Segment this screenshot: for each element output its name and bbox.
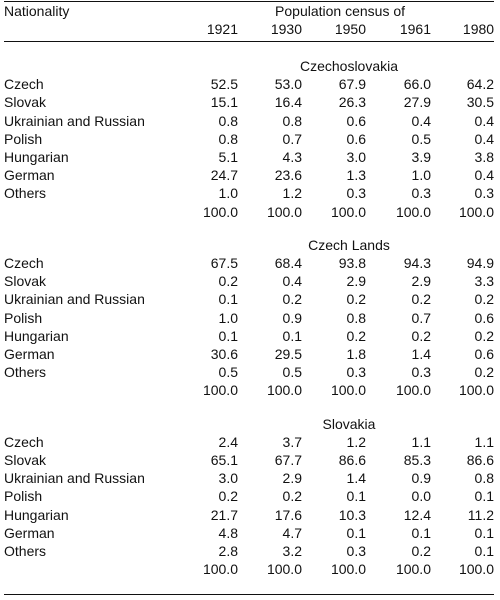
value-cell: 15.1 — [210, 94, 238, 111]
value-cell: 0.7 — [282, 130, 302, 147]
value-cell: 1.2 — [282, 185, 302, 202]
value-cell: 52.5 — [210, 76, 238, 93]
table-row — [4, 524, 494, 542]
total-label-blank — [4, 560, 176, 578]
value-cell: 0.3 — [346, 185, 366, 202]
row-label: German — [4, 167, 55, 184]
value-cell: 0.3 — [346, 543, 366, 560]
total-label-blank — [4, 381, 176, 399]
table-row — [4, 272, 494, 290]
value-cell: 0.5 — [282, 364, 302, 381]
row-label: Czech — [4, 76, 44, 93]
table-row — [4, 506, 494, 524]
total-cell: 100.0 — [458, 203, 494, 220]
value-cell: 2.9 — [411, 273, 431, 290]
value-cell: 1.4 — [346, 470, 366, 487]
value-cell: 0.5 — [218, 364, 238, 381]
section-title-blank — [4, 236, 176, 254]
value-cell: 0.4 — [474, 130, 494, 147]
value-cell: 86.6 — [466, 452, 494, 469]
section-spacer — [4, 221, 494, 236]
value-cell: 0.4 — [474, 167, 494, 184]
value-cell: 0.1 — [474, 524, 494, 541]
census-data-table — [4, 42, 494, 578]
value-cell: 0.2 — [474, 327, 494, 344]
value-cell: 0.6 — [346, 112, 366, 129]
value-cell: 1.0 — [411, 167, 431, 184]
table-row — [4, 309, 494, 327]
value-cell: 4.7 — [282, 524, 302, 541]
row-label: Others — [4, 185, 47, 202]
total-row — [4, 203, 494, 221]
total-cell: 100.0 — [395, 382, 431, 399]
section-title: Slovakia — [322, 415, 376, 432]
section-spacer — [4, 400, 494, 415]
row-label: Polish — [4, 309, 43, 326]
header-row-1 — [4, 2, 494, 20]
total-row — [4, 560, 494, 578]
value-cell: 66.0 — [403, 76, 431, 93]
value-cell: 12.4 — [403, 506, 431, 523]
total-cell: 100.0 — [202, 382, 238, 399]
value-cell: 64.2 — [466, 76, 494, 93]
value-cell: 0.1 — [218, 291, 238, 308]
value-cell: 3.8 — [474, 149, 494, 166]
value-cell: 24.7 — [210, 167, 238, 184]
row-label: Czech — [4, 433, 44, 450]
value-cell: 0.3 — [411, 185, 431, 202]
section-title-blank — [4, 57, 176, 75]
row-label: Others — [4, 364, 47, 381]
value-cell: 94.9 — [466, 255, 494, 272]
row-label: German — [4, 524, 55, 541]
section-title: Czech Lands — [308, 236, 390, 253]
value-cell: 0.9 — [282, 309, 302, 326]
value-cell: 3.9 — [411, 149, 431, 166]
value-cell: 0.1 — [218, 327, 238, 344]
value-cell: 4.8 — [218, 524, 238, 541]
total-cell: 100.0 — [395, 561, 431, 578]
value-cell: 0.1 — [346, 488, 366, 505]
table-rows — [4, 2, 494, 38]
value-cell: 0.4 — [282, 273, 302, 290]
row-label: Slovak — [4, 452, 47, 469]
value-cell: 0.8 — [474, 470, 494, 487]
value-cell: 93.8 — [338, 255, 366, 272]
census-table — [4, 0, 494, 578]
value-cell: 86.6 — [338, 452, 366, 469]
value-cell: 3.3 — [474, 273, 494, 290]
value-cell: 0.8 — [218, 112, 238, 129]
row-label: Polish — [4, 488, 43, 505]
value-cell: 0.9 — [411, 470, 431, 487]
row-label: Hungarian — [4, 506, 69, 523]
value-cell: 0.3 — [346, 364, 366, 381]
year-header: 1930 — [270, 21, 302, 37]
value-cell: 1.0 — [218, 309, 238, 326]
section-spacer — [4, 42, 494, 57]
value-cell: 0.6 — [346, 130, 366, 147]
value-cell: 0.0 — [411, 488, 431, 505]
value-cell: 3.0 — [346, 149, 366, 166]
table-row — [4, 363, 494, 381]
total-label-blank — [4, 203, 176, 221]
value-cell: 0.1 — [346, 524, 366, 541]
value-cell: 27.9 — [403, 94, 431, 111]
table-row — [4, 184, 494, 202]
value-cell: 1.0 — [218, 185, 238, 202]
value-cell: 5.1 — [218, 149, 238, 166]
value-cell: 67.5 — [210, 255, 238, 272]
spacer-cell — [4, 42, 494, 57]
value-cell: 10.3 — [338, 506, 366, 523]
section-title: Czechoslovakia — [299, 58, 399, 74]
value-cell: 67.7 — [274, 452, 302, 469]
year-header: 1921 — [206, 21, 238, 37]
row-label: Hungarian — [4, 327, 69, 344]
table-row — [4, 112, 494, 130]
bottom-rule — [4, 594, 494, 595]
total-cell: 100.0 — [330, 382, 366, 399]
total-cell: 100.0 — [458, 382, 494, 399]
value-cell: 53.0 — [274, 76, 302, 93]
table-row — [4, 290, 494, 308]
value-cell: 0.6 — [474, 346, 494, 363]
value-cell: 0.2 — [218, 488, 238, 505]
value-cell: 0.1 — [474, 543, 494, 560]
row-label: Ukrainian and Russian — [4, 470, 145, 487]
value-cell: 0.4 — [474, 112, 494, 129]
header-row-years — [4, 20, 494, 38]
total-cell: 100.0 — [330, 561, 366, 578]
table-row — [4, 487, 494, 505]
value-cell: 68.4 — [274, 255, 302, 272]
value-cell: 30.6 — [210, 346, 238, 363]
value-cell: 1.3 — [346, 167, 366, 184]
row-label: Ukrainian and Russian — [4, 112, 145, 129]
value-cell: 1.4 — [411, 346, 431, 363]
value-cell: 0.5 — [411, 130, 431, 147]
total-cell: 100.0 — [202, 203, 238, 220]
year-header: 1950 — [334, 21, 366, 37]
year-header: 1961 — [399, 21, 431, 37]
table-row — [4, 327, 494, 345]
value-cell: 17.6 — [274, 506, 302, 523]
row-label: Slovak — [4, 273, 47, 290]
value-cell: 2.4 — [218, 433, 238, 450]
value-cell: 0.2 — [346, 327, 366, 344]
year-header-blank — [4, 20, 176, 38]
value-cell: 0.2 — [411, 291, 431, 308]
census-table-body — [4, 2, 494, 38]
row-label: Ukrainian and Russian — [4, 291, 145, 308]
value-cell: 4.3 — [282, 149, 302, 166]
value-cell: 0.7 — [411, 309, 431, 326]
nationality-header: Nationality — [4, 3, 70, 19]
total-cell: 100.0 — [266, 561, 302, 578]
value-cell: 1.1 — [411, 433, 431, 450]
total-cell: 100.0 — [202, 561, 238, 578]
value-cell: 0.3 — [474, 185, 494, 202]
value-cell: 85.3 — [403, 452, 431, 469]
row-label: Hungarian — [4, 149, 69, 166]
table-row — [4, 130, 494, 148]
value-cell: 0.2 — [282, 488, 302, 505]
value-cell: 2.8 — [218, 543, 238, 560]
value-cell: 94.3 — [403, 255, 431, 272]
spacer-cell — [4, 221, 494, 236]
value-cell: 0.1 — [411, 524, 431, 541]
value-cell: 0.3 — [411, 364, 431, 381]
spacer-cell — [4, 400, 494, 415]
value-cell: 16.4 — [274, 94, 302, 111]
value-cell: 2.9 — [282, 470, 302, 487]
year-header: 1980 — [462, 21, 495, 37]
value-cell: 30.5 — [466, 94, 494, 111]
value-cell: 0.2 — [346, 291, 366, 308]
table-row — [4, 254, 494, 272]
value-cell: 0.1 — [282, 327, 302, 344]
row-label: Polish — [4, 130, 43, 147]
section-title-row — [4, 236, 494, 254]
value-cell: 0.2 — [411, 327, 431, 344]
value-cell: 0.8 — [218, 130, 238, 147]
total-cell: 100.0 — [330, 203, 366, 220]
value-cell: 1.2 — [346, 433, 366, 450]
total-cell: 100.0 — [458, 561, 494, 578]
table-row — [4, 451, 494, 469]
value-cell: 0.1 — [474, 488, 494, 505]
value-cell: 65.1 — [210, 452, 238, 469]
value-cell: 0.8 — [282, 112, 302, 129]
value-cell: 0.4 — [411, 112, 431, 129]
value-cell: 2.9 — [346, 273, 366, 290]
value-cell: 11.2 — [467, 506, 494, 523]
value-cell: 0.8 — [346, 309, 366, 326]
table-row — [4, 345, 494, 363]
row-label: Czech — [4, 255, 44, 272]
total-cell: 100.0 — [395, 203, 431, 220]
table-row — [4, 93, 494, 111]
value-cell: 0.2 — [282, 291, 302, 308]
data-rows — [4, 42, 494, 578]
total-row — [4, 381, 494, 399]
table-row — [4, 469, 494, 487]
value-cell: 0.2 — [411, 543, 431, 560]
value-cell: 0.2 — [218, 273, 238, 290]
value-cell: 3.7 — [282, 433, 302, 450]
row-label: Slovak — [4, 94, 47, 111]
value-cell: 3.2 — [282, 543, 302, 560]
value-cell: 29.5 — [274, 346, 302, 363]
value-cell: 1.8 — [346, 346, 366, 363]
section-title-blank — [4, 415, 176, 433]
row-label: Others — [4, 543, 47, 560]
value-cell: 1.1 — [474, 433, 494, 450]
section-title-row — [4, 57, 494, 75]
row-label: German — [4, 346, 55, 363]
value-cell: 21.7 — [210, 506, 238, 523]
table-row — [4, 148, 494, 166]
value-cell: 0.2 — [474, 364, 494, 381]
total-cell: 100.0 — [266, 203, 302, 220]
value-cell: 0.6 — [474, 309, 494, 326]
table-row — [4, 433, 494, 451]
value-cell: 3.0 — [218, 470, 238, 487]
table-row — [4, 542, 494, 560]
census-header: Population census of — [275, 3, 406, 19]
value-cell: 0.2 — [474, 291, 494, 308]
total-cell: 100.0 — [266, 382, 302, 399]
table-row — [4, 75, 494, 93]
table-row — [4, 166, 494, 184]
value-cell: 23.6 — [274, 167, 302, 184]
value-cell: 26.3 — [338, 94, 366, 111]
section-title-row — [4, 415, 494, 433]
value-cell: 67.9 — [338, 76, 366, 93]
